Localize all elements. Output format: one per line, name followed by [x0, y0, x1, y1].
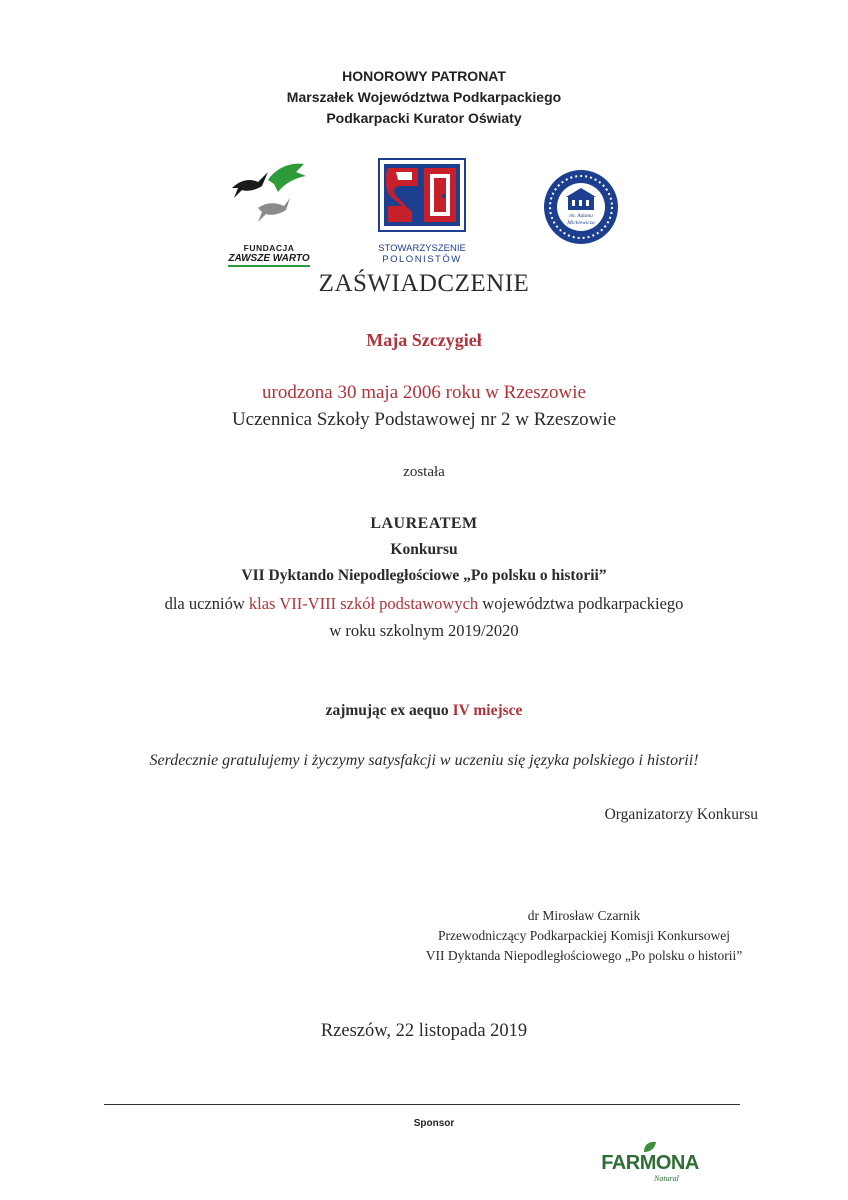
patronage-marshal: Marszałek Województwa Podkarpackiego: [286, 89, 562, 105]
fundacja-caption-line2: ZAWSZE WARTO: [228, 253, 310, 267]
patronage-title: HONOROWY PATRONAT: [342, 68, 506, 84]
birth-info: urodzona 30 maja 2006 roku w Rzeszowie: [262, 382, 586, 403]
footer-divider: [104, 1104, 740, 1105]
patronage-curator: Podkarpacki Kurator Oświaty: [326, 110, 522, 126]
school-info: Uczennica Szkoły Podstawowej nr 2 w Rzeszowie: [231, 409, 617, 430]
certificate-title: ZAŚWIADCZENIE: [318, 270, 530, 297]
swallows-icon: [228, 158, 310, 230]
stowarzyszenie-logo: [370, 158, 474, 265]
contest-name: VII Dyktando Niepodległościowe „Po polsku o historii”: [241, 567, 607, 584]
liceum-seal-logo: [542, 168, 620, 246]
fundacja-logo: [228, 158, 310, 262]
fundacja-caption-line1: FUNDACJA: [243, 243, 295, 253]
recipient-name: Maja Szczygieł: [366, 330, 482, 350]
patronage-block: [0, 66, 848, 129]
place-prefix: zajmując ex aequo: [325, 702, 453, 719]
organizers-text: Organizatorzy Konkursu: [604, 806, 758, 823]
stowarzyszenie-caption-line2: POLONISTÓW: [382, 254, 462, 265]
sp-emblem-icon: [378, 158, 466, 232]
signature-block: [398, 906, 770, 966]
sponsor-name: FARMONA: [601, 1152, 699, 1174]
audience-suffix: województwa podkarpackiego: [478, 594, 684, 613]
became-text: została: [403, 464, 445, 480]
signatory-role: Przewodniczący Podkarpackiej Komisji Konkursowej: [437, 928, 731, 943]
place-line: [0, 702, 848, 720]
award-title: LAUREATEM: [370, 515, 478, 532]
audience-line: [0, 594, 848, 614]
place-value: IV miejsce: [452, 702, 523, 719]
contest-label: Konkursu: [390, 541, 458, 558]
school-seal-icon: [542, 168, 620, 246]
audience-prefix: dla uczniów: [164, 594, 249, 613]
signatory-name: dr Mirosław Czarnik: [527, 908, 641, 923]
stowarzyszenie-caption-line1: STOWARZYSZENIE: [378, 243, 466, 254]
congratulations-text: Serdecznie gratulujemy i życzymy satysfakcji w uczeniu się języka polskiego i historii!: [149, 752, 699, 769]
place-date: Rzeszów, 22 listopada 2019: [320, 1021, 528, 1041]
audience-classes: klas VII-VIII szkół podstawowych: [248, 594, 479, 613]
signatory-contest: VII Dyktanda Niepodległościowego „Po polsku o historii”: [425, 948, 743, 963]
school-year: w roku szkolnym 2019/2020: [329, 621, 519, 640]
farmona-logo: [594, 1140, 706, 1190]
sponsor-label: Sponsor: [413, 1118, 455, 1129]
seal-inner-text: im. Adama Mickiewicza: [567, 213, 595, 226]
sponsor-sub: Natural: [654, 1174, 679, 1183]
